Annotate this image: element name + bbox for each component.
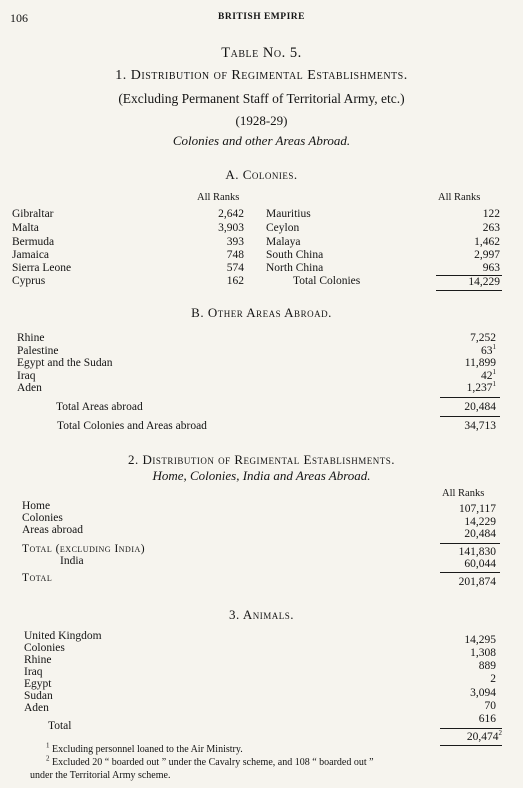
animals-title: 3. Animals.	[229, 607, 294, 622]
colony-name: Cyprus	[12, 275, 46, 287]
animals-total-rule	[440, 728, 502, 729]
colony-value: 393	[226, 236, 244, 248]
area-value: 11,899	[464, 357, 496, 369]
animal-row-value: 2	[490, 673, 496, 685]
colony-value: 122	[482, 208, 500, 220]
colony-name: Jamaica	[12, 249, 50, 261]
colonies-right-col-head: All Ranks	[438, 192, 481, 203]
colony-value: 1,462	[474, 236, 500, 248]
total-excl-india-value: 141,830	[458, 546, 496, 558]
colony-value: 2,997	[474, 249, 500, 261]
animal-row-name: Colonies	[24, 642, 65, 654]
total-areas-label: Total Areas abroad	[56, 401, 143, 413]
colony-value: 574	[226, 262, 244, 274]
areas-total-rule	[440, 397, 500, 398]
colony-name: Ceylon	[266, 222, 300, 234]
animal-row-name: Aden	[24, 702, 49, 714]
section-1-italic-heading: Colonies and other Areas Abroad.	[172, 133, 351, 148]
colonies-total-underline	[436, 290, 502, 291]
section-1-title: 1. Distribution of Regimental Establishments.	[115, 68, 408, 83]
colony-name: North China	[266, 262, 324, 274]
section-2-total-rule	[440, 572, 500, 573]
footnote-2-continued: under the Territorial Army scheme.	[30, 770, 171, 781]
colony-value: 963	[482, 262, 500, 274]
section-2-title: 2. Distribution of Regimental Establishments.	[127, 452, 396, 467]
colonies-row-value: 14,229	[464, 516, 496, 528]
section-1-subtitle: (Excluding Permanent Staff of Territorial Army, etc.)	[118, 91, 405, 106]
animal-row-value: 70	[484, 700, 496, 712]
page-number: 106	[10, 11, 28, 25]
colonies-row-name: Colonies	[22, 512, 63, 524]
grand-total-label: Total Colonies and Areas abroad	[57, 420, 207, 432]
colony-value: 3,903	[218, 222, 244, 234]
section-2-italic-heading: Home, Colonies, India and Areas Abroad.	[152, 468, 371, 483]
animals-total-label: Total	[48, 720, 72, 732]
area-name: Palestine	[17, 345, 59, 357]
area-name: Rhine	[17, 332, 45, 344]
animal-row-name: Egypt	[24, 678, 52, 690]
colony-name: Malaya	[266, 236, 301, 248]
colony-value: 162	[226, 275, 244, 287]
areas-total-underline	[440, 416, 500, 417]
colony-name: Malta	[12, 222, 39, 234]
total-colonies-label: Total Colonies	[293, 275, 361, 287]
total-areas-value: 20,484	[464, 401, 496, 413]
animal-row-value: 889	[478, 660, 496, 672]
section-2-col-head: All Ranks	[442, 488, 485, 499]
area-value: 7,252	[470, 332, 496, 344]
india-label: India	[60, 555, 84, 567]
animal-row-value: 3,094	[470, 687, 496, 699]
area-name: Egypt and the Sudan	[17, 357, 113, 369]
footnote-2: $^2$ Excluded 20 “ boarded out ” under the Cavalry scheme, and 108 “ boarded out ”	[46, 754, 374, 768]
animal-row-value: 14,295	[464, 634, 496, 646]
animal-row-name: Rhine	[24, 654, 52, 666]
colony-name: Sierra Leone	[12, 262, 72, 274]
colonies-left-col-head: All Ranks	[197, 192, 240, 203]
running-head: BRITISH EMPIRE	[218, 12, 305, 22]
table-title: Table No. 5.	[221, 45, 302, 61]
area-value: $42^1$	[481, 368, 496, 382]
colony-value: 2,642	[218, 208, 244, 220]
animals-total-value: 20,474$^2$	[466, 729, 502, 743]
footnote-1: $^1$ Excluding personnel loaned to the Air Ministry.	[46, 741, 243, 755]
area-value: 1,237$^1$	[466, 380, 496, 394]
section-2-total-label: Total	[22, 572, 53, 584]
india-value: 60,044	[464, 558, 496, 570]
areas-row-value: 20,484	[464, 528, 496, 540]
animal-row-name: Iraq	[24, 666, 43, 678]
animal-row-value: 616	[478, 713, 496, 725]
colony-name: South China	[266, 249, 324, 261]
section-2-total-value: 201,874	[458, 576, 496, 588]
area-name: Iraq	[17, 370, 36, 382]
area-name: Aden	[17, 382, 42, 394]
colonies-title: A. Colonies.	[225, 167, 298, 182]
total-excl-india-label: Total (excluding India)	[22, 543, 146, 555]
colony-name: Mauritius	[266, 208, 311, 220]
area-value: $63^1$	[481, 343, 496, 357]
other-areas-title: B. Other Areas Abroad.	[191, 305, 332, 320]
total-colonies-value: 14,229	[468, 276, 500, 288]
home-row-name: Home	[22, 500, 51, 512]
animal-row-name: Sudan	[24, 690, 53, 702]
animal-row-value: 1,308	[470, 647, 496, 659]
section-2-rule	[440, 543, 500, 544]
section-1-years: (1928-29)	[235, 113, 288, 128]
colony-name: Gibraltar	[12, 208, 54, 220]
colony-value: 263	[482, 222, 500, 234]
animals-total-underline	[440, 745, 502, 746]
home-row-value: 107,117	[459, 503, 496, 515]
colony-value: 748	[226, 249, 244, 261]
animal-row-name: United Kingdom	[24, 630, 102, 642]
areas-row-name: Areas abroad	[22, 524, 83, 536]
colony-name: Bermuda	[12, 236, 55, 248]
grand-total-value: 34,713	[464, 420, 496, 432]
